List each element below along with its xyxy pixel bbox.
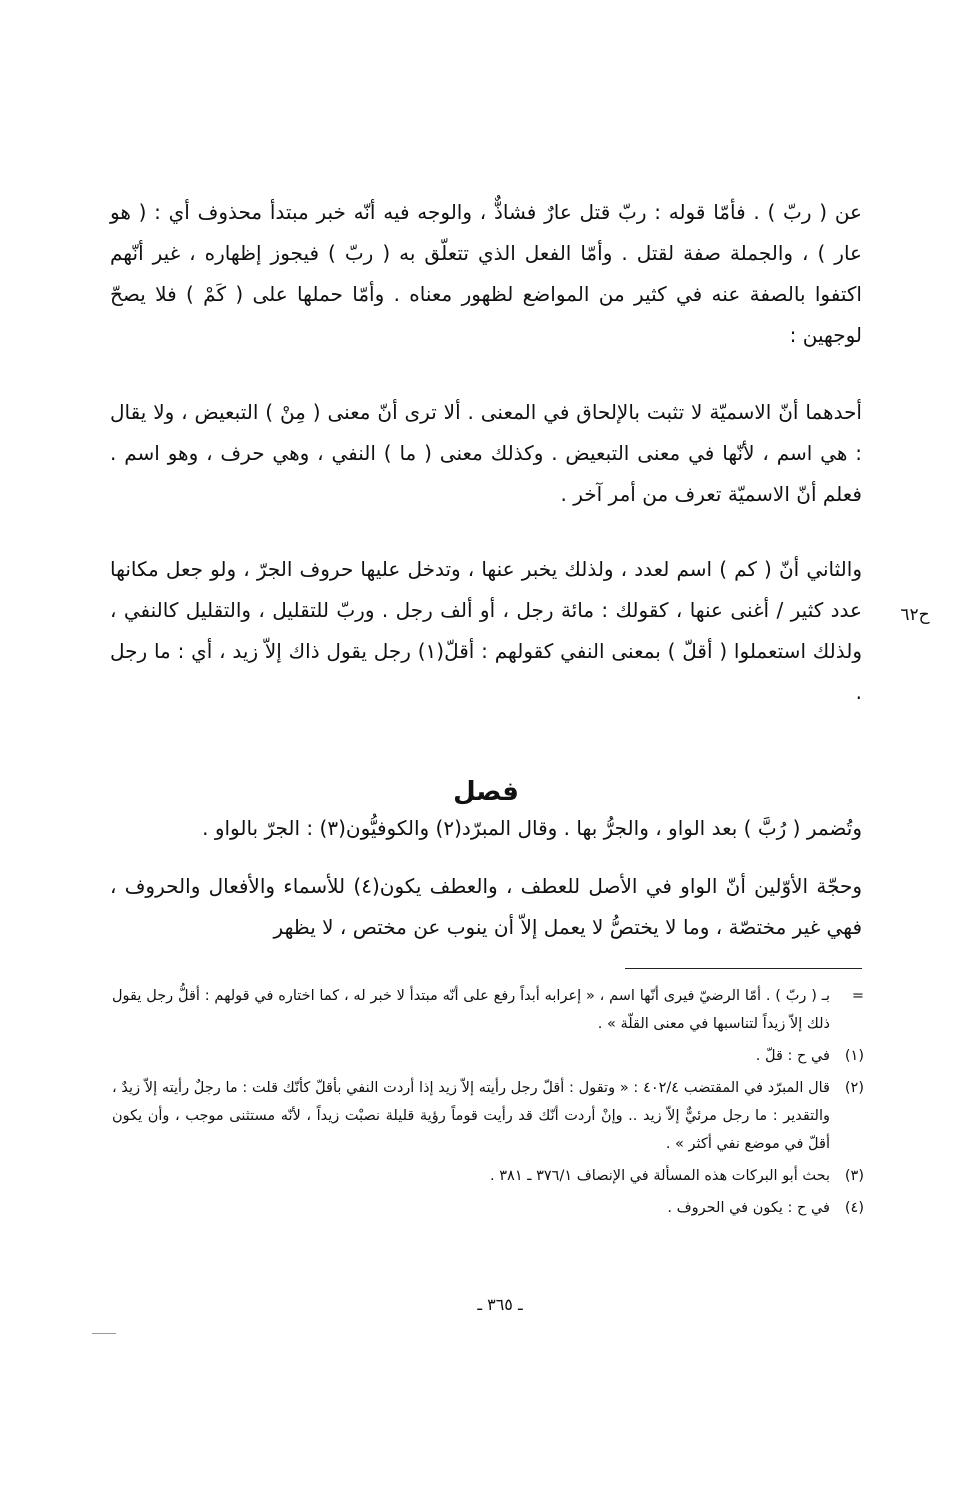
footnote-3 [112, 1162, 864, 1190]
footnote-text: في ح : قلّ . [755, 1048, 830, 1064]
footnote-text: بحث أبو البركات هذه المسألة في الإنصاف ٣٧٦/١ ـ ٣٨١ . [490, 1168, 830, 1184]
body-paragraph-1: عن ( ربّ ) . فأمّا قوله : ربّ قتل عارٌ فشاذٌّ ، والوجه فيه أنّه خبر مبتدأ محذوف أي : ( هو عار ) ، والجملة صفة لقتل . وأمّا الفعل الذي تتعلّق به ( ربّ ) فيجوز إظهاره ، غير أنّهم اكتفوا بالصفة عنه في كثير من المواضع لظهور معناه . وأمّا حملها على ( كَمْ ) فلا يصحّ لوجهين : [110, 200, 862, 347]
section-heading: فصل [453, 776, 519, 807]
footnote-mark: (٣) [844, 1168, 864, 1184]
footnote-divider [625, 968, 862, 969]
footnotes [112, 982, 864, 1226]
section-paragraph-1: وتُضمر ( رُبَّ ) بعد الواو ، والجرُّ بها . وقال المبرّد(٢) والكوفيُّون(٣) : الجرّ بالواو . [202, 816, 862, 840]
footnote-4 [112, 1194, 864, 1222]
footnote-text: قال المبرّد في المقتضب ٤٠٢/٤ : « وتقول : أقلّ رجل رأيته إلاّ زيد إذا أردت النفي بأقلّ كأنّك قلت : ما رجلٌ رأيته إلاّ زيدٌ ، والتقدير : ما رجل مرئيٌّ إلاّ زيد .. وإنْ أردت أنّك قد رأيت قوماً رؤية قليلة نصبْت زيداً ، لأنّه مستثنى موجب ، وأن يكون أقلّ في موضع نفي أكثر » . [112, 1080, 830, 1152]
body-paragraph-3: والثاني أنّ ( كم ) اسم لعدد ، ولذلك يخبر عنها ، وتدخل عليها حروف الجرّ ، ولو جعل مكانها عدد كثير / أغنى عنها ، كقولك : مائة رجل ، أو ألف رجل . وربّ للتقليل ، والتقليل كالنفي ، ولذلك استعملوا ( أقلّ ) بمعنى النفي كقولهم : أقلّ(١) رجل يقول ذاك إلاّ زيد ، أي : ما رجل . [110, 557, 862, 704]
footnote-mark: (١) [844, 1048, 864, 1064]
footnote-mark: (٤) [844, 1200, 864, 1216]
footnote-mark: (٢) [844, 1080, 864, 1096]
page-number: ـ ٣٦٥ ـ [477, 1295, 523, 1314]
footnote-1 [112, 1042, 864, 1070]
footnote-2 [112, 1074, 864, 1158]
footnote-text: في ح : يكون في الحروف . [667, 1200, 830, 1216]
footnote-text: بـ ( ربّ ) . أمّا الرضيّ فيرى أنّها اسم ، « إعرابه أبداً رفع على أنّه مبتدأ لا خبر له ، كما اختاره في قولهم : أقلُّ رجل يقول ذلك إلاّ زيداً لتناسبها في معنى القلّة » . [112, 988, 830, 1032]
footnote-mark: = [851, 988, 864, 1004]
footnote-continuation [112, 982, 864, 1038]
scan-corner-mark [92, 1333, 116, 1334]
section-paragraph-2: وحجّة الأوّلين أنّ الواو في الأصل للعطف ، والعطف يكون(٤) للأسماء والأفعال والحروف ، فهي غير مختصّة ، وما لا يختصُّ لا يعمل إلاّ أن ينوب عن مختص ، لا يظهر [110, 874, 862, 939]
body-paragraph-2: أحدهما أنّ الاسميّة لا تثبت بالإلحاق في المعنى . ألا ترى أنّ معنى ( مِنْ ) التبعيض ، ولا يقال : هي اسم ، لأنّها في معنى التبعيض . وكذلك معنى ( ما ) النفي ، وهي حرف ، وهو اسم . فعلم أنّ الاسميّة تعرف من أمر آخر . [110, 400, 862, 506]
manuscript-folio-note: ح٦٢ [900, 605, 930, 625]
